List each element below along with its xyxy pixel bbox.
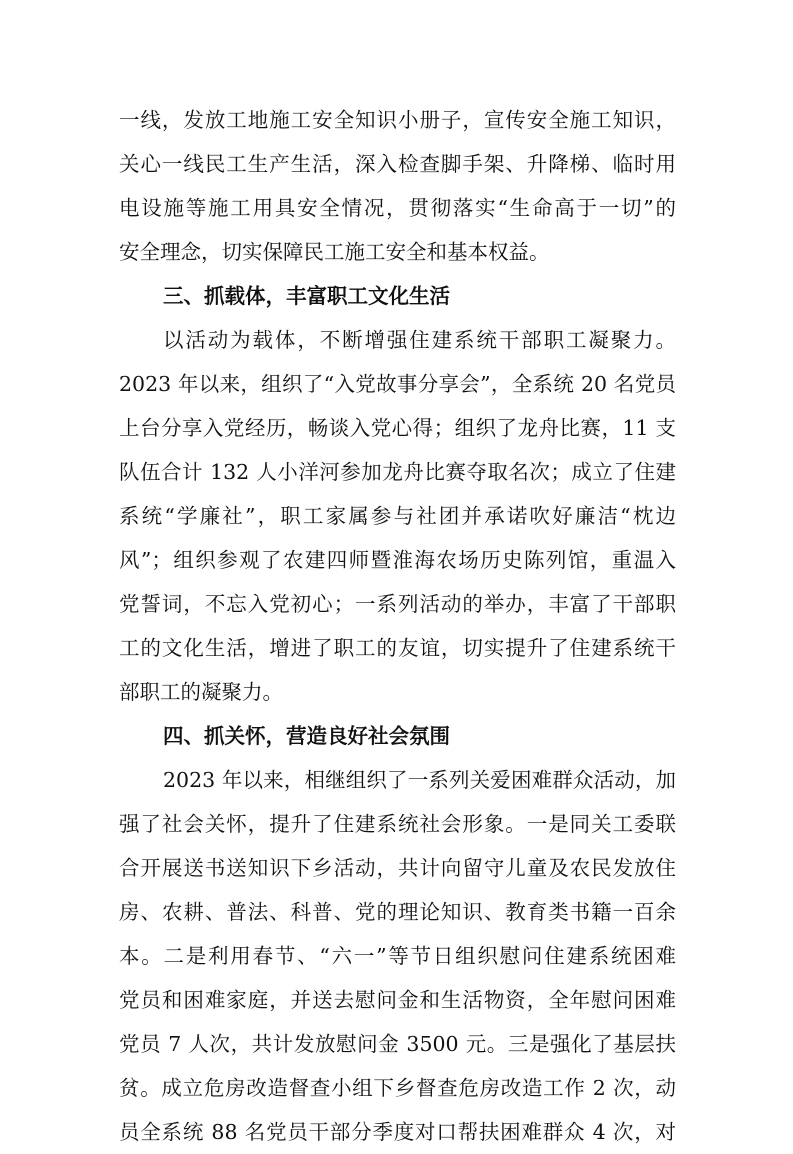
text-line: 安全理念，切实保障民工施工安全和基本权益。 (119, 240, 550, 264)
text-line: 合开展送书送知识下乡活动，共计向留守儿童及农民发放住 (119, 856, 676, 880)
text-line: 2023 年以来，相继组织了一系列关爱困难群众活动，加 (163, 768, 676, 792)
text-line: 工的文化生活，增进了职工的友谊，切实提升了住建系统干 (119, 636, 676, 660)
text-line: 队伍合计 132 人小洋河参加龙舟比赛夺取名次；成立了住建 (119, 460, 676, 484)
text-line: 一线，发放工地施工安全知识小册子，宣传安全施工知识， (119, 108, 676, 132)
text-line: 部职工的凝聚力。 (119, 680, 283, 704)
text-line: 关心一线民工生产生活，深入检查脚手架、升降梯、临时用 (119, 152, 676, 176)
text-line: 系统“学廉社”，职工家属参与社团并承诺吹好廉洁“枕边 (119, 504, 676, 528)
section-heading-3: 三、抓载体，丰富职工文化生活 (163, 284, 450, 308)
section-heading-4: 四、抓关怀，营造良好社会氛围 (163, 724, 450, 748)
text-line: 贫。成立危房改造督查小组下乡督查危房改造工作 2 次，动 (119, 1076, 676, 1100)
paragraph-3 (119, 758, 676, 1154)
text-line: 本。二是利用春节、“六一”等节日组织慰问住建系统困难 (119, 944, 676, 968)
text-line: 房、农耕、普法、科普、党的理论知识、教育类书籍一百余 (119, 900, 676, 924)
text-line: 风”；组织参观了农建四师暨淮海农场历史陈列馆，重温入 (119, 548, 676, 572)
text-line: 以活动为载体，不断增强住建系统干部职工凝聚力。 (163, 328, 676, 352)
paragraph-1 (119, 98, 676, 274)
text-line: 2023 年以来，组织了“入党故事分享会”，全系统 20 名党员 (119, 372, 676, 396)
text-line: 党员和困难家庭，并送去慰问金和生活物资，全年慰问困难 (119, 988, 676, 1012)
document-body (119, 98, 676, 1154)
text-line: 党员 7 人次，共计发放慰问金 3500 元。三是强化了基层扶 (119, 1032, 676, 1056)
text-line: 上台分享入党经历，畅谈入党心得；组织了龙舟比赛，11 支 (119, 416, 676, 440)
paragraph-2 (119, 318, 676, 714)
text-line: 强了社会关怀，提升了住建系统社会形象。一是同关工委联 (119, 812, 676, 836)
text-line: 员全系统 88 名党员干部分季度对口帮扶困难群众 4 次，对 (119, 1120, 676, 1144)
text-line: 党誓词，不忘入党初心；一系列活动的举办，丰富了干部职 (119, 592, 676, 616)
text-line: 电设施等施工用具安全情况，贯彻落实“生命高于一切”的 (119, 196, 676, 220)
